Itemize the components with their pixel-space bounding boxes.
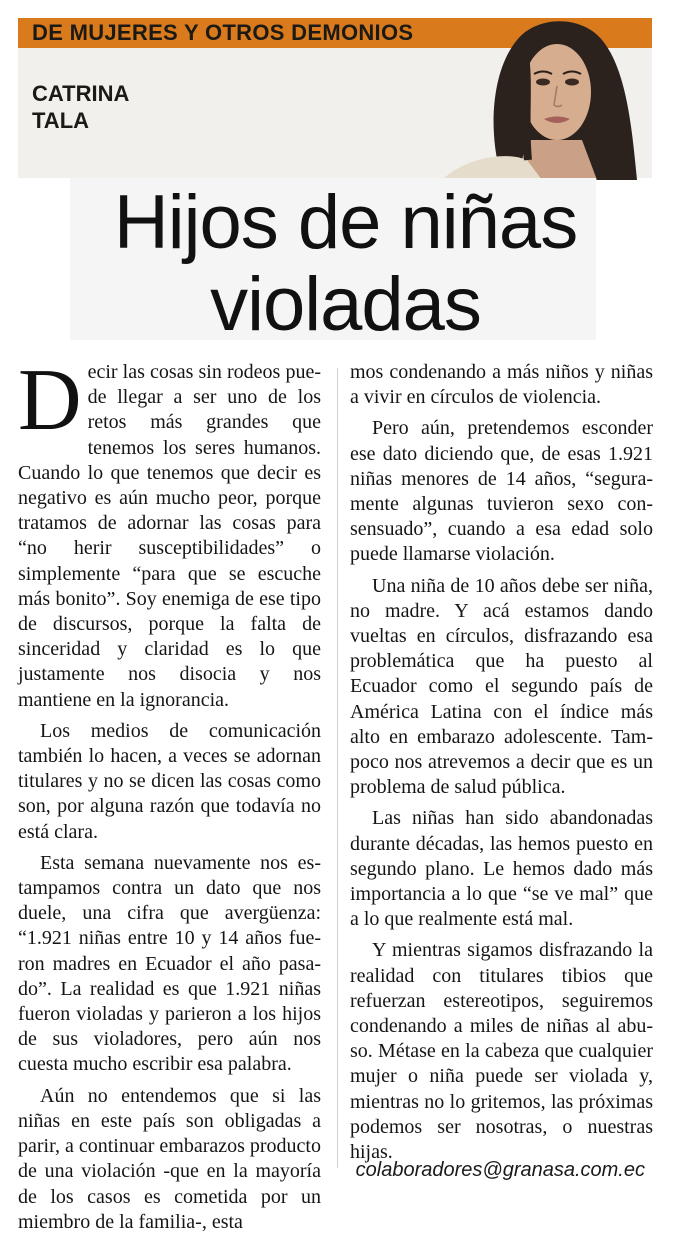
author-photo xyxy=(432,10,642,180)
column-divider xyxy=(337,368,338,1168)
author-name xyxy=(32,80,129,134)
paragraph: Esta semana nuevamente nos estampamos contra un dato que nos duele, una cifra que avergüenza: “1.921 niñas entre 10 y 14 años fueron madres en Ecuador el año pasado”. La realidad es que 1.921 niñas fueron violadas y parieron a los hijos de sus violadores, pero aún nos cuesta mucho escribir esa palabra. xyxy=(18,851,321,1076)
author-portrait-icon xyxy=(432,10,642,180)
headline-line-2: violadas xyxy=(210,262,481,347)
article-column-right xyxy=(350,360,653,1171)
section-title: DE MUJERES Y OTROS DEMONIOS xyxy=(32,20,414,45)
paragraph: mos condenando a más niños y niñas a vivir en círculos de violencia. xyxy=(350,361,653,409)
article-column-left xyxy=(18,352,321,1241)
author-first-name: CATRINA xyxy=(32,81,130,106)
paragraph: Una niña de 10 años debe ser niña, no madre. Y acá estamos dando vueltas en círculos, disfrazando esa problemática que ha puesto al Ecuador como el segundo país de América Latina con el índice más alto en embarazo adolescente. Tampoco nos atrevemos a decir que es un problema de salud pública. xyxy=(350,574,653,799)
drop-cap: D xyxy=(18,352,82,449)
paragraph-text: ecir las cosas sin rodeos puede llegar a ser uno de los retos más grandes que tenemos los seres humanos. Cuando lo que tenemos que decir es negativo es aún mucho peor, porque tratamos de adornar las cosas para “no herir susceptibilidades” o simplemente “para que se escuche más bonito”. Soy enemiga de ese tipo de discursos, porque la falta de sinceridad y claridad es lo que justamente nos disocia y nos mantiene en la ignorancia. xyxy=(18,361,321,711)
paragraph: Las niñas han sido abandonadas durante décadas, las hemos puesto en segundo plano. Le hemos dado más importancia a lo que “se ve mal” que a lo que realmente está mal. xyxy=(350,807,653,931)
paragraph xyxy=(18,352,321,713)
paragraph: Aún no entendemos que si las niñas en este país son obligadas a parir, a continuar embarazos producto de una violación -que en la mayoría de los casos es cometida por un miembro de la familia-, esta xyxy=(18,1084,321,1233)
paragraph: Y mientras sigamos disfrazando la realidad con titulares tibios que refuerzan estereotipos, seguiremos condenando a miles de niñas al abuso. Métase en la cabeza que cualquier mujer o niña puede ser violada y, mientras no lo gritemos, las próximas podemos ser nosotras, o nuestras hijas. xyxy=(350,939,653,1164)
paragraph: Los medios de comunicación también lo hacen, a veces se adornan titulares y no se dicen las cosas como son, por alguna razón que todavía no está clara. xyxy=(18,719,321,843)
paragraph: Pero aún, pretendemos esconder ese dato diciendo que, de esas 1.921 niñas menores de 14 años, “seguramente algunas tuvieron sexo consensuado”, cuando a esa edad solo puede llamarse violación. xyxy=(350,417,653,566)
author-last-name: TALA xyxy=(32,108,90,133)
headline xyxy=(40,182,651,346)
headline-line-1: Hijos de niñas xyxy=(113,180,578,265)
contact-email[interactable]: colaboradores@granasa.com.ec xyxy=(355,1159,645,1181)
